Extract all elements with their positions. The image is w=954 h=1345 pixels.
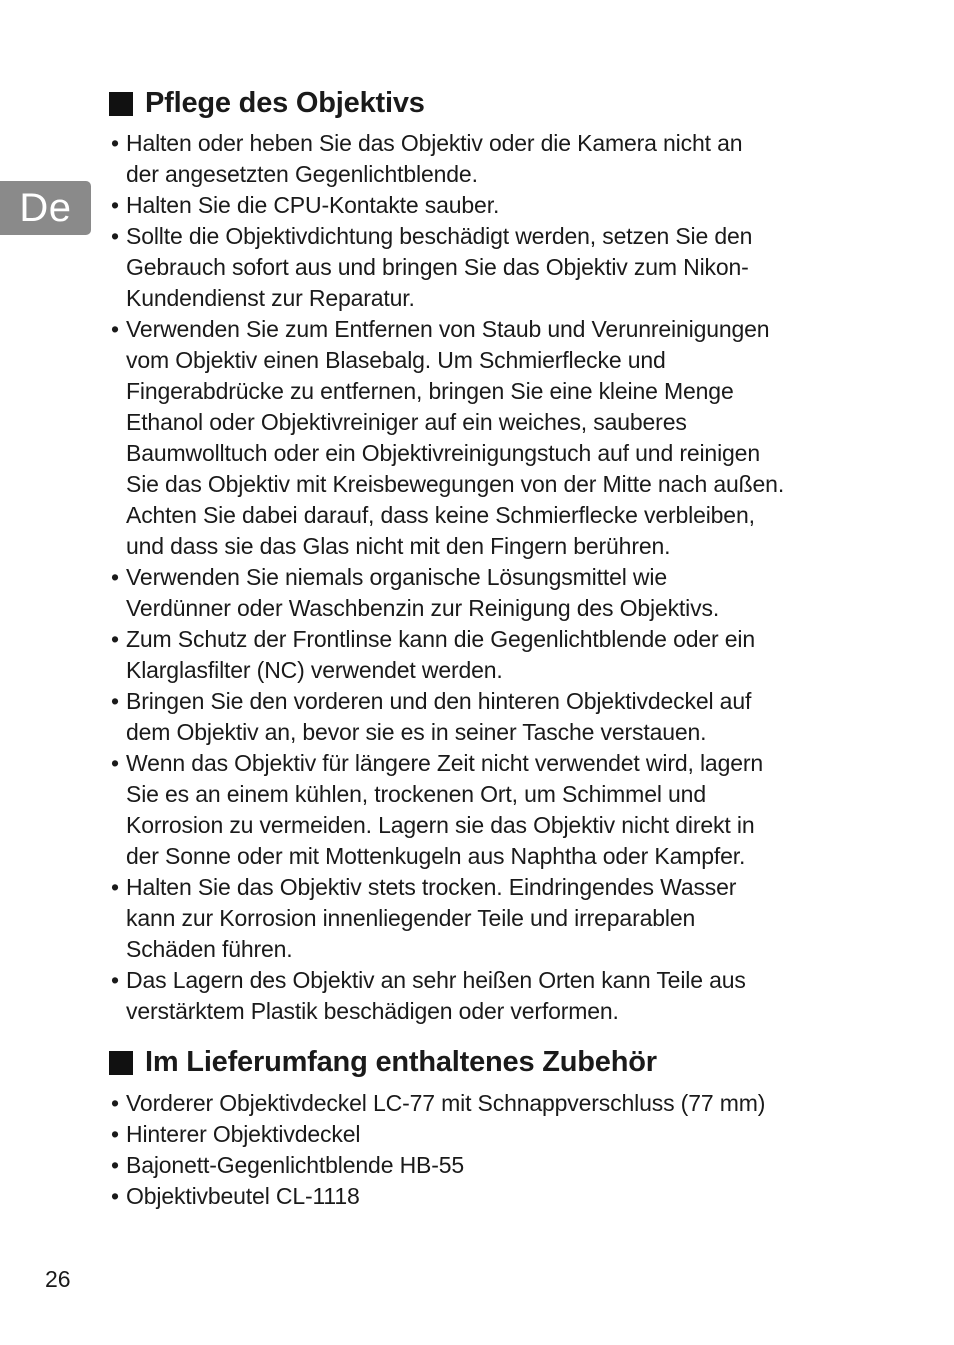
- list-item-line: Wenn das Objektiv für längere Zeit nicht verwendet wird, lagern: [126, 750, 763, 776]
- list-item-line: Schäden führen.: [126, 936, 293, 962]
- bullet-icon: •: [111, 750, 119, 776]
- accessories-bullet-list: [109, 1088, 849, 1212]
- list-item-line: Das Lagern des Objektiv an sehr heißen Orten kann Teile aus: [126, 967, 746, 993]
- list-item-line: Verwenden Sie niemals organische Lösungsmittel wie: [126, 564, 667, 590]
- bullet-icon: •: [111, 130, 119, 156]
- list-item: [109, 1150, 849, 1181]
- list-item-line: dem Objektiv an, bevor sie es in seiner Tasche verstauen.: [126, 719, 707, 745]
- list-item-line: verstärktem Plastik beschädigen oder verformen.: [126, 998, 619, 1024]
- list-item-line: Baumwolltuch oder ein Objektivreinigungstuch auf und reinigen: [126, 440, 760, 466]
- list-item-line: und dass sie das Glas nicht mit den Fingern berühren.: [126, 533, 671, 559]
- language-tab: De: [0, 181, 91, 235]
- list-item: [109, 686, 849, 748]
- heading-square-icon: [109, 92, 133, 116]
- list-item-line: Halten Sie das Objektiv stets trocken. Eindringendes Wasser: [126, 874, 737, 900]
- list-item-line: Bringen Sie den vorderen und den hinteren Objektivdeckel auf: [126, 688, 752, 714]
- bullet-icon: •: [111, 1183, 119, 1209]
- list-item: [109, 128, 849, 190]
- list-item-line: Zum Schutz der Frontlinse kann die Gegenlichtblende oder ein: [126, 626, 755, 652]
- bullet-icon: •: [111, 874, 119, 900]
- list-item: [109, 1119, 849, 1150]
- list-item-line: vom Objektiv einen Blasebalg. Um Schmierflecke und: [126, 347, 666, 373]
- list-item: [109, 965, 849, 1027]
- bullet-icon: •: [111, 626, 119, 652]
- bullet-icon: •: [111, 967, 119, 993]
- list-item: [109, 748, 849, 872]
- list-item-line: der Sonne oder mit Mottenkugeln aus Naphtha oder Kampfer.: [126, 843, 746, 869]
- bullet-icon: •: [111, 192, 119, 218]
- list-item-line: Achten Sie dabei darauf, dass keine Schmierflecke verbleiben,: [126, 502, 755, 528]
- bullet-icon: •: [111, 1090, 119, 1116]
- section-heading-care-text: Pflege des Objektivs: [145, 87, 425, 119]
- list-item-line: Halten oder heben Sie das Objektiv oder die Kamera nicht an: [126, 130, 743, 156]
- list-item: [109, 1088, 849, 1119]
- list-item-line: Fingerabdrücke zu entfernen, bringen Sie eine kleine Menge: [126, 378, 734, 404]
- bullet-icon: •: [111, 1152, 119, 1178]
- list-item: [109, 562, 849, 624]
- bullet-icon: •: [111, 1121, 119, 1147]
- list-item-line: Verwenden Sie zum Entfernen von Staub und Verunreinigungen: [126, 316, 770, 342]
- bullet-icon: •: [111, 564, 119, 590]
- list-item-line: Halten Sie die CPU-Kontakte sauber.: [126, 192, 500, 218]
- list-item-line: Kundendienst zur Reparatur.: [126, 285, 415, 311]
- care-bullet-list: [109, 128, 849, 1027]
- list-item-line: der angesetzten Gegenlichtblende.: [126, 161, 478, 187]
- list-item: [109, 624, 849, 686]
- heading-square-icon: [109, 1051, 133, 1075]
- section-heading-accessories-text: Im Lieferumfang enthaltenes Zubehör: [145, 1046, 657, 1078]
- list-item-line: kann zur Korrosion innenliegender Teile und irreparablen: [126, 905, 696, 931]
- section-heading-accessories: [109, 1046, 657, 1079]
- list-item-line: Korrosion zu vermeiden. Lagern sie das Objektiv nicht direkt in: [126, 812, 755, 838]
- section-heading-care: [109, 87, 425, 120]
- list-item-line: Ethanol oder Objektivreiniger auf ein weiches, sauberes: [126, 409, 687, 435]
- list-item-line: Bajonett-Gegenlichtblende HB-55: [126, 1152, 465, 1178]
- list-item-line: Vorderer Objektivdeckel LC-77 mit Schnappverschluss (77 mm): [126, 1090, 766, 1116]
- bullet-icon: •: [111, 316, 119, 342]
- list-item: [109, 190, 849, 221]
- list-item: [109, 1181, 849, 1212]
- list-item-line: Verdünner oder Waschbenzin zur Reinigung des Objektivs.: [126, 595, 720, 621]
- list-item: [109, 314, 849, 562]
- list-item-line: Klarglasfilter (NC) verwendet werden.: [126, 657, 503, 683]
- list-item-line: Sie es an einem kühlen, trockenen Ort, um Schimmel und: [126, 781, 706, 807]
- page-number: 26: [45, 1266, 71, 1292]
- list-item-line: Objektivbeutel CL-1118: [126, 1183, 360, 1209]
- list-item-line: Hinterer Objektivdeckel: [126, 1121, 361, 1147]
- bullet-icon: •: [111, 688, 119, 714]
- bullet-icon: •: [111, 223, 119, 249]
- list-item-line: Sollte die Objektivdichtung beschädigt werden, setzen Sie den: [126, 223, 753, 249]
- list-item-line: Sie das Objektiv mit Kreisbewegungen von der Mitte nach außen.: [126, 471, 785, 497]
- list-item: [109, 221, 849, 314]
- list-item: [109, 872, 849, 965]
- list-item-line: Gebrauch sofort aus und bringen Sie das Objektiv zum Nikon-: [126, 254, 749, 280]
